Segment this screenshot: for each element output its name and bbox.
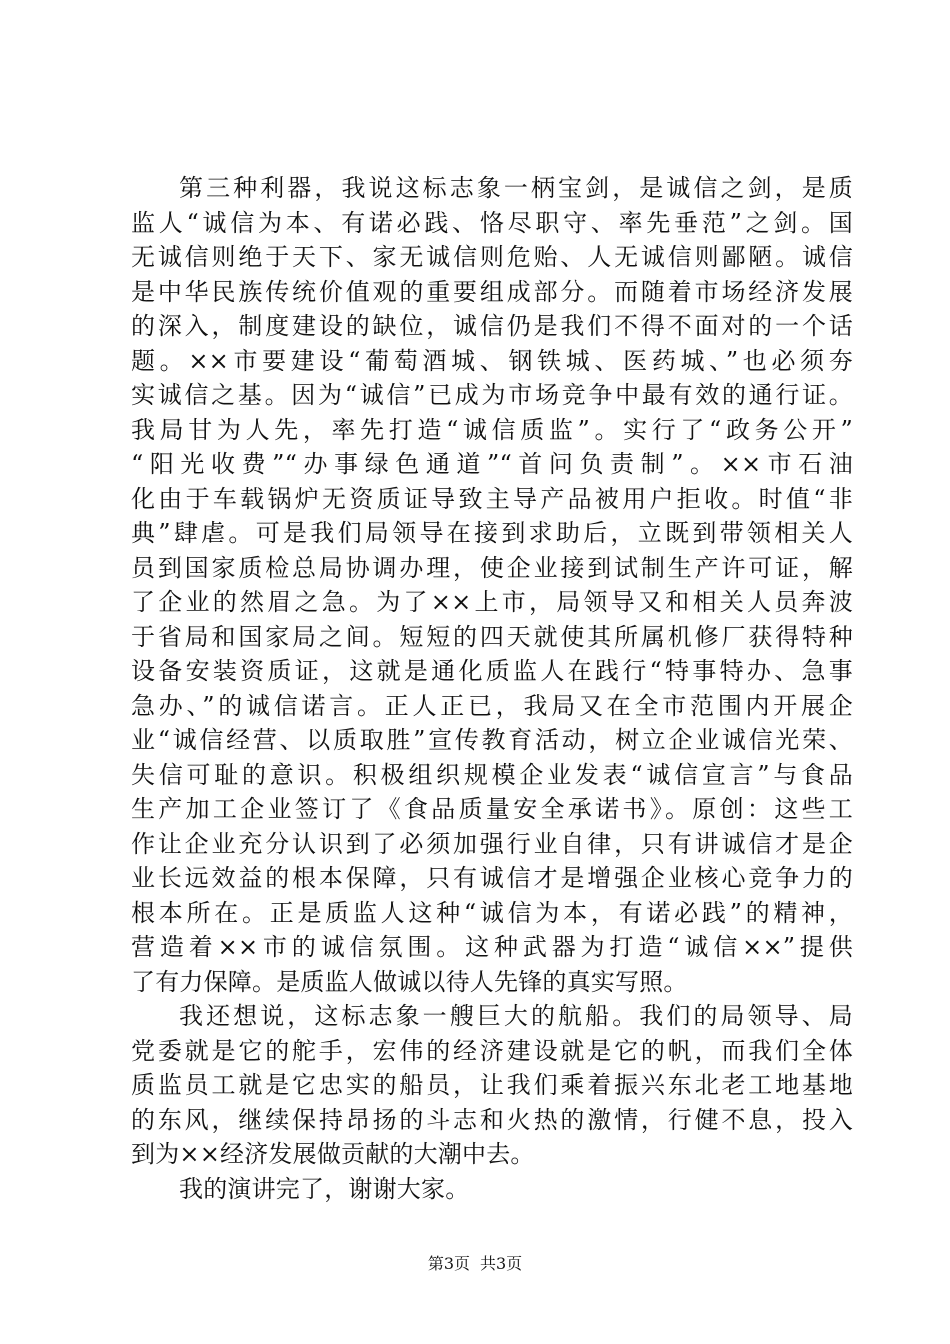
text-line: 设备安装资质证，这就是通化质监人在践行“特事特办、急事 [131, 657, 853, 685]
text-line: 我局甘为人先，率先打造“诚信质监”。实行了“政务公开” [131, 415, 853, 444]
text-line: 生产加工企业签订了《食品质量安全承诺书》。原创：这些工 [131, 795, 853, 823]
text-line: 急办、”的诚信诺言。正人正已，我局又在全市范围内开展企 [131, 691, 853, 720]
text-line: “阳光收费”“办事绿色通道”“首问负责制”。××市石油 [131, 450, 853, 478]
text-line: 是中华民族传统价值观的重要组成部分。而随着市场经济发展 [131, 277, 853, 306]
body-text [131, 171, 853, 1206]
text-line: 典”肆虐。可是我们局领导在接到求助后，立既到带领相关人 [131, 519, 853, 547]
text-line: 我还想说，这标志象一艘巨大的航船。我们的局领导、局 [179, 1002, 853, 1030]
text-line: 党委就是它的舵手，宏伟的经济建设就是它的帆，而我们全体 [131, 1036, 853, 1065]
text-line: 我的演讲完了，谢谢大家。 [179, 1174, 470, 1203]
text-line: 监人“诚信为本、有诺必践、恪尽职守、率先垂范”之剑。国 [131, 208, 853, 237]
text-line: 业长远效益的根本保障，只有诚信才是增强企业核心竞争力的 [131, 864, 853, 892]
text-line: 根本所在。正是质监人这种“诚信为本，有诺必践”的精神， [131, 898, 853, 927]
text-line: 无诚信则绝于天下、家无诚信则危贻、人无诚信则鄙陋。诚信 [131, 243, 853, 271]
text-line: 的东风，继续保持昂扬的斗志和火热的激情，行健不息，投入 [131, 1105, 853, 1134]
text-line: 题。××市要建设“葡萄酒城、钢铁城、医药城、”也必须夯 [131, 346, 853, 375]
text-line: 于省局和国家局之间。短短的四天就使其所属机修厂获得特种 [131, 622, 853, 651]
page-footer [0, 1254, 950, 1274]
text-line: 质监员工就是它忠实的船员，让我们乘着振兴东北老工地基地 [131, 1071, 853, 1099]
text-line: 营造着××市的诚信氛围。这种武器为打造“诚信××”提供 [131, 933, 853, 961]
text-line: 失信可耻的意识。积极组织规模企业发表“诚信宣言”与食品 [131, 760, 853, 789]
text-line: 实诚信之基。因为“诚信”已成为市场竞争中最有效的通行证。 [131, 381, 853, 409]
text-line: 了企业的然眉之急。为了××上市，局领导又和相关人员奔波 [131, 588, 853, 616]
paragraph-ship [131, 999, 853, 1172]
paragraph-credibility [131, 171, 853, 999]
text-line: 作让企业充分认识到了必须加强行业自律，只有讲诚信才是企 [131, 829, 853, 858]
text-line: 了有力保障。是质监人做诚以待人先锋的真实写照。 [131, 967, 688, 996]
text-line: 的深入，制度建设的缺位，诚信仍是我们不得不面对的一个话 [131, 312, 853, 340]
page-number: 第3页 [427, 1254, 470, 1273]
text-line: 化由于车载锅炉无资质证导致主导产品被用户拒收。时值“非 [131, 484, 853, 513]
paragraph-closing [131, 1172, 853, 1207]
text-line: 第三种利器，我说这标志象一柄宝剑，是诚信之剑，是质 [179, 174, 853, 202]
text-line: 员到国家质检总局协调办理，使企业接到试制生产许可证，解 [131, 553, 853, 582]
text-line: 业“诚信经营、以质取胜”宣传教育活动，树立企业诚信光荣、 [131, 726, 853, 754]
text-line: 到为××经济发展做贡献的大潮中去。 [131, 1140, 535, 1168]
page-total: 共3页 [480, 1254, 523, 1273]
